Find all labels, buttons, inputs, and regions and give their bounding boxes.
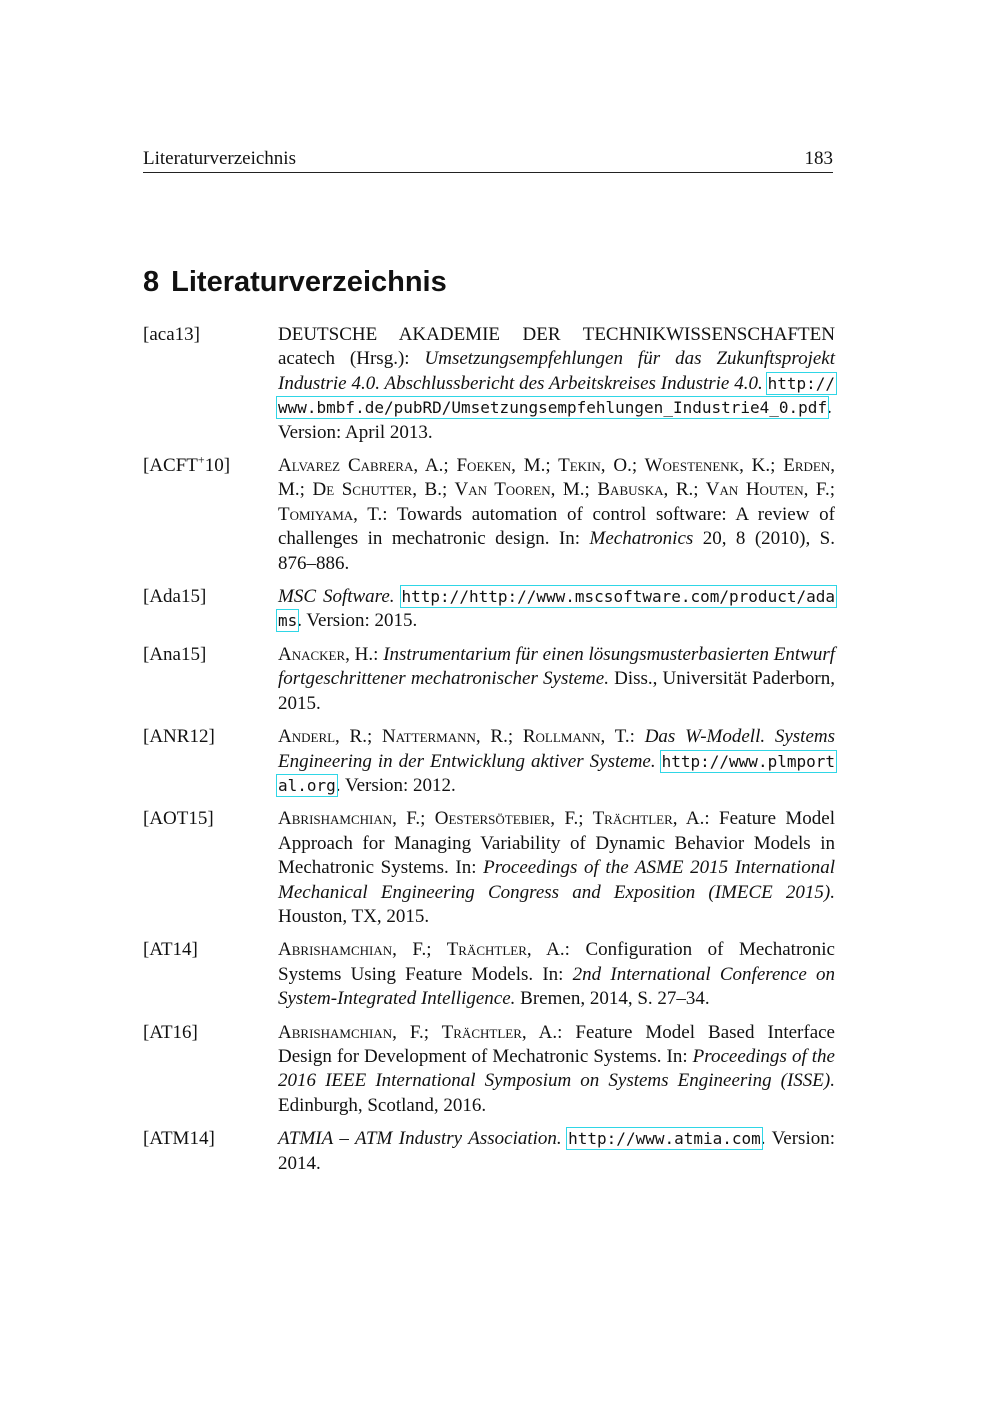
reference-separator: : — [373, 643, 384, 665]
running-head-title: Literaturverzeichnis — [143, 148, 296, 169]
chapter-number: 8 — [143, 266, 160, 298]
reference-authors: Abrishamchian, F.; Trächtler, A. — [278, 1021, 558, 1043]
reference-key-prefix: [ACFT — [143, 455, 198, 477]
reference-details: Edinburgh, Scotland, 2016. — [278, 1094, 487, 1116]
chapter-title: Literaturverzeichnis — [171, 266, 447, 298]
reference-body — [278, 1021, 835, 1119]
reference-authors: Alvarez Cabrera, A.; Foeken, M.; Tekin, O.; Woestenenk, K.; Erden, M.; De Schutter, B.; Van Tooren, M.; Babuska, R.; Van Houten, F.; Tomiyama, T. — [278, 455, 835, 525]
page-number: 183 — [804, 148, 833, 169]
reference-journal: Mechatronics — [589, 528, 694, 550]
reference-details: 20, 8 (2010), S. 876–886. — [278, 528, 835, 574]
reference-url-link[interactable]: http://www.plmportal.org — [278, 751, 835, 795]
reference-body — [278, 454, 835, 576]
reference-key-superscript: + — [197, 452, 205, 467]
reference-entry — [143, 323, 835, 445]
reference-key: [ATM14] — [143, 1128, 215, 1150]
reference-title: : Feature Model Based Interface Design for Development of Mechatronic Systems. In: — [278, 1021, 835, 1067]
reference-entry — [143, 938, 835, 1011]
reference-body — [278, 938, 835, 1011]
reference-title: Instrumentarium für einen lösungsmusterbasierten Entwurf fortgeschrittener mechatronischer Systeme. — [278, 643, 836, 690]
reference-authors: Anderl, R.; Nattermann, R.; Rollmann, T. — [278, 726, 630, 748]
reference-proceedings: 2nd International Conference on System-Integrated Intelligence. — [278, 963, 835, 1010]
reference-body — [278, 807, 835, 929]
reference-key: [ANR12] — [143, 726, 215, 748]
reference-entry — [143, 1127, 835, 1176]
reference-key: [Ada15] — [143, 586, 207, 608]
reference-key: [aca13] — [143, 324, 200, 345]
reference-title: : Configuration of Mechatronic Systems Using Feature Models. In: — [278, 939, 835, 985]
running-head — [143, 148, 833, 173]
reference-key: [AOT15] — [143, 808, 214, 830]
reference-separator: : — [629, 726, 645, 748]
reference-entry — [143, 807, 835, 929]
reference-key-suffix: 10] — [204, 455, 231, 477]
reference-key: [Ana15] — [143, 643, 207, 665]
reference-entry — [143, 454, 835, 576]
reference-title: ATMIA – ATM Industry Association. — [278, 1128, 562, 1150]
reference-entry — [143, 643, 835, 716]
reference-key — [143, 454, 230, 478]
reference-details: Houston, TX, 2015. — [278, 905, 430, 927]
reference-authors: Abrishamchian, F.; Oestersötebier, F.; Trächtler, A. — [278, 808, 705, 830]
reference-title: : Feature Model Approach for Managing Variability of Dynamic Behavior Models in Mechatronic Systems. In: — [278, 808, 836, 879]
reference-body — [278, 323, 835, 445]
reference-version: . Version: April 2013. — [278, 397, 832, 443]
reference-details: Bremen, 2014, S. 27–34. — [515, 988, 710, 1010]
reference-proceedings: Proceedings of the 2016 IEEE International Symposium on Systems Engineering (ISSE). — [278, 1045, 835, 1092]
chapter-heading — [143, 266, 447, 299]
reference-version: . Version: 2015. — [297, 610, 418, 632]
reference-entry — [143, 585, 835, 634]
reference-title: Das W-Modell. Systems Engineering in der Entwicklung aktiver Systeme. — [278, 726, 836, 772]
reference-entry — [143, 1021, 835, 1119]
reference-author: DEUTSCHE AKADEMIE DER TECHNIKWISSENSCHAFTEN acatech (Hrsg.): — [278, 324, 835, 370]
reference-body — [278, 643, 835, 716]
reference-url-link[interactable]: http://www.bmbf.de/pubRD/Umsetzungsempfehlungen_Industrie4_0.pdf — [278, 373, 835, 418]
reference-key: [AT14] — [143, 939, 198, 961]
reference-entry — [143, 725, 835, 798]
reference-title: Umsetzungsempfehlungen für das Zukunftsprojekt Industrie 4.0. Abschlussbericht des Arbeitskreises Industrie 4.0. — [278, 348, 836, 394]
reference-list — [143, 323, 835, 1185]
reference-title: : Towards automation of control software: A review of challenges in mechatronic design. In: — [278, 503, 835, 550]
reference-authors: Anacker, H. — [278, 643, 374, 665]
reference-authors: Abrishamchian, F.; Trächtler, A. — [278, 939, 565, 961]
reference-details: Diss., Universität Paderborn, 2015. — [278, 668, 835, 714]
reference-body — [278, 585, 835, 634]
reference-url-link[interactable]: http://http://www.mscsoftware.com/product/adams — [278, 587, 835, 631]
reference-key: [AT16] — [143, 1021, 198, 1043]
reference-proceedings: Proceedings of the ASME 2015 International Mechanical Engineering Congress and Exposition (IMECE 2015). — [278, 857, 835, 903]
reference-body — [278, 1127, 835, 1176]
reference-version: . Version: 2014. — [278, 1128, 836, 1174]
reference-version: . Version: 2012. — [335, 774, 456, 796]
reference-body — [278, 725, 835, 798]
reference-url-link[interactable]: http://www.atmia.com — [568, 1129, 761, 1149]
reference-title: MSC Software. — [278, 586, 395, 608]
